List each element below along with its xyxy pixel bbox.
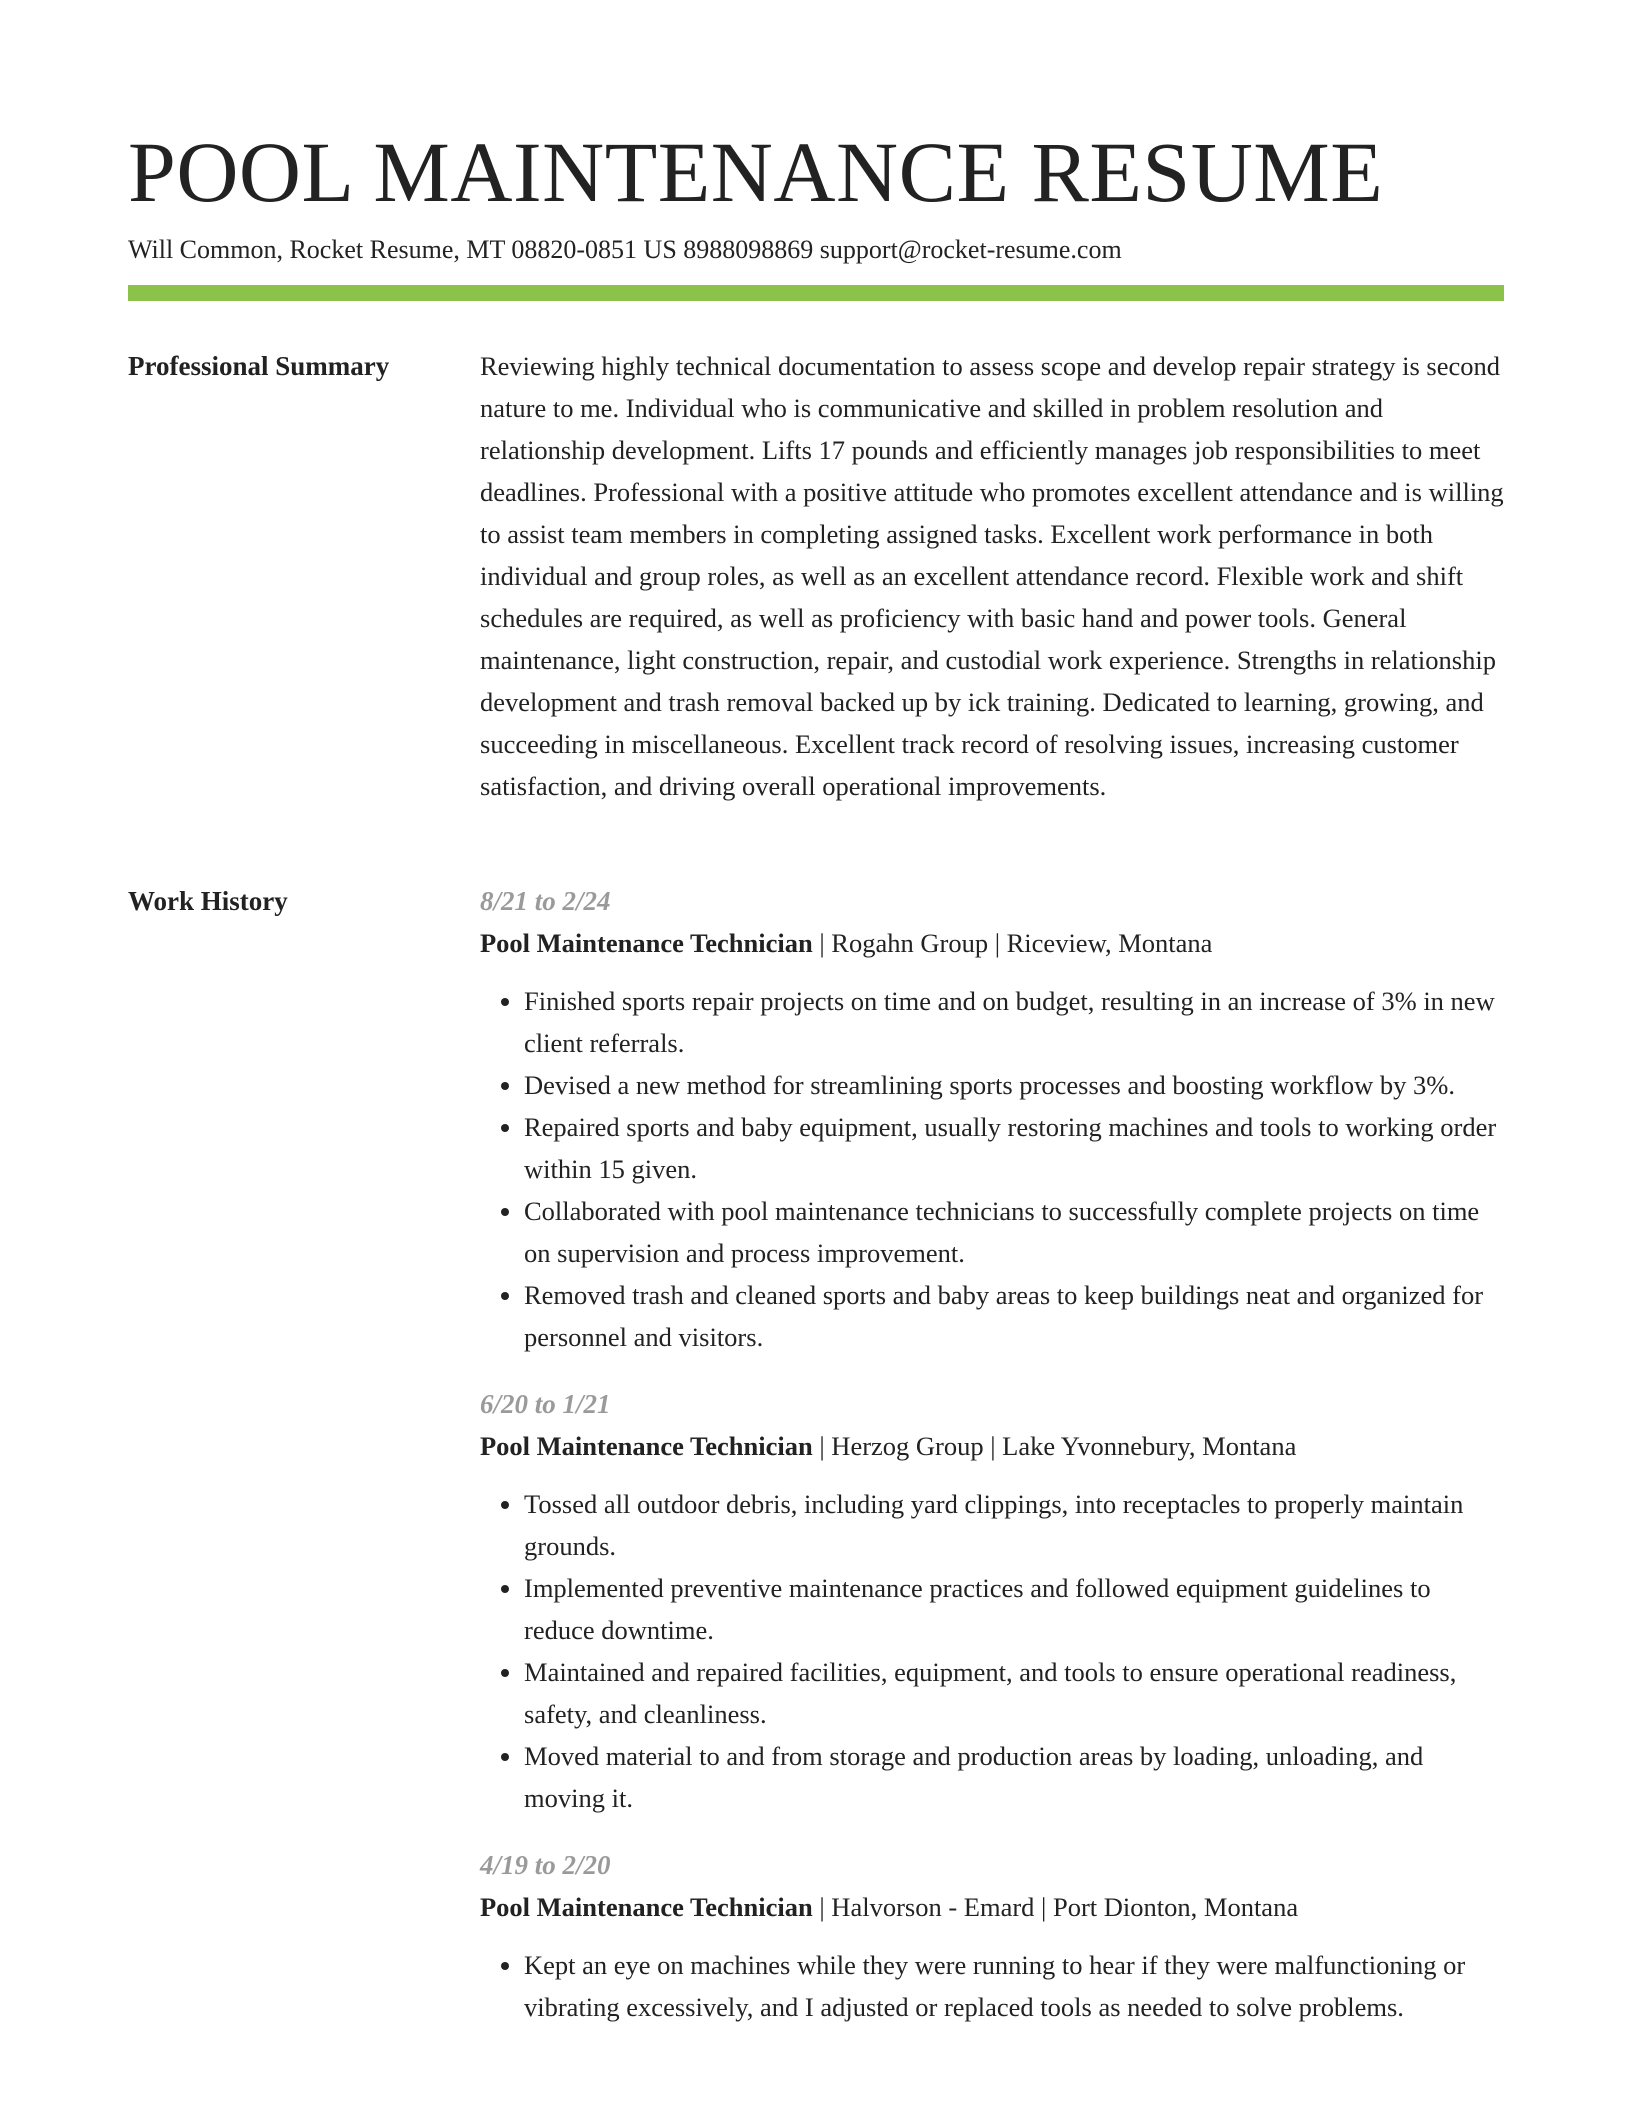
accent-divider [128,285,1504,301]
summary-body [480,345,1504,807]
job-bullet: • Finished sports repair projects on time and on budget, resulting in an increase of 3% in new client referrals. [524,980,1504,1064]
job-dates: 8/21 to 2/24 [480,886,611,916]
job-bullet: • Collaborated with pool maintenance technicians to successfully complete projects on time on supervision and process improvement. [524,1190,1504,1274]
job-heading [480,1425,1504,1467]
resume-title: POOL MAINTENANCE RESUME [128,124,1384,220]
job-bullet: • Repaired sports and baby equipment, usually restoring machines and tools to working order within 15 given. [524,1106,1504,1190]
job-title: Pool Maintenance Technician [480,1892,813,1922]
section-label-summary: Professional Summary [128,351,390,381]
job-bullets [480,980,1504,1358]
job-entry [480,880,1504,1358]
job-bullet: • Devised a new method for streamlining sports processes and boosting workflow by 3%. [524,1064,1504,1106]
job-bullet: • Moved material to and from storage and production areas by loading, unloading, and moving it. [524,1735,1504,1819]
section-label-work-history: Work History [128,886,288,916]
job-details: | Rogahn Group | Riceview, Montana [812,928,1213,958]
work-history-body [480,880,1504,2053]
job-bullet: • Maintained and repaired facilities, equipment, and tools to ensure operational readiness, safety, and cleanliness. [524,1651,1504,1735]
job-bullet: • Kept an eye on machines while they were running to hear if they were malfunctioning or vibrating excessively, and I adjusted or replaced tools as needed to solve problems. [524,1944,1504,2028]
job-details: | Halvorson - Emard | Port Dionton, Montana [812,1892,1299,1922]
job-entry [480,1383,1504,1819]
job-title: Pool Maintenance Technician [480,928,813,958]
job-bullet: • Removed trash and cleaned sports and baby areas to keep buildings neat and organized for personnel and visitors. [524,1274,1504,1358]
job-heading [480,922,1504,964]
job-entry [480,1844,1504,2028]
job-details: | Herzog Group | Lake Yvonnebury, Montana [812,1431,1297,1461]
job-title: Pool Maintenance Technician [480,1431,813,1461]
job-bullet: • Tossed all outdoor debris, including yard clippings, into receptacles to properly maintain grounds. [524,1483,1504,1567]
job-bullets [480,1483,1504,1819]
job-bullet: • Implemented preventive maintenance practices and followed equipment guidelines to reduce downtime. [524,1567,1504,1651]
summary-text: Reviewing highly technical documentation to assess scope and develop repair strategy is second nature to me. Individual who is communicative and skilled in problem resolution and relationship development. Lifts 17 pounds and efficiently manages job responsibilities to meet deadlines. Professional with a positive attitude who promotes excellent attendance and is willing to assist team members in completing assigned tasks. Excellent work performance in both individual and group roles, as well as an excellent attendance record. Flexible work and shift schedules are required, as well as proficiency with basic hand and power tools. General maintenance, light construction, repair, and custodial work experience. Strengths in relationship development and trash removal backed up by ick training. Dedicated to learning, growing, and succeeding in miscellaneous. Excellent track record of resolving issues, increasing customer satisfaction, and driving overall operational improvements. [480,351,1504,801]
contact-info: Will Common, Rocket Resume, MT 08820-0851 US 8988098869 support@rocket-resume.com [128,235,1122,264]
job-dates: 4/19 to 2/20 [480,1850,611,1880]
job-heading [480,1886,1504,1928]
job-bullets [480,1944,1504,2028]
job-dates: 6/20 to 1/21 [480,1389,611,1419]
